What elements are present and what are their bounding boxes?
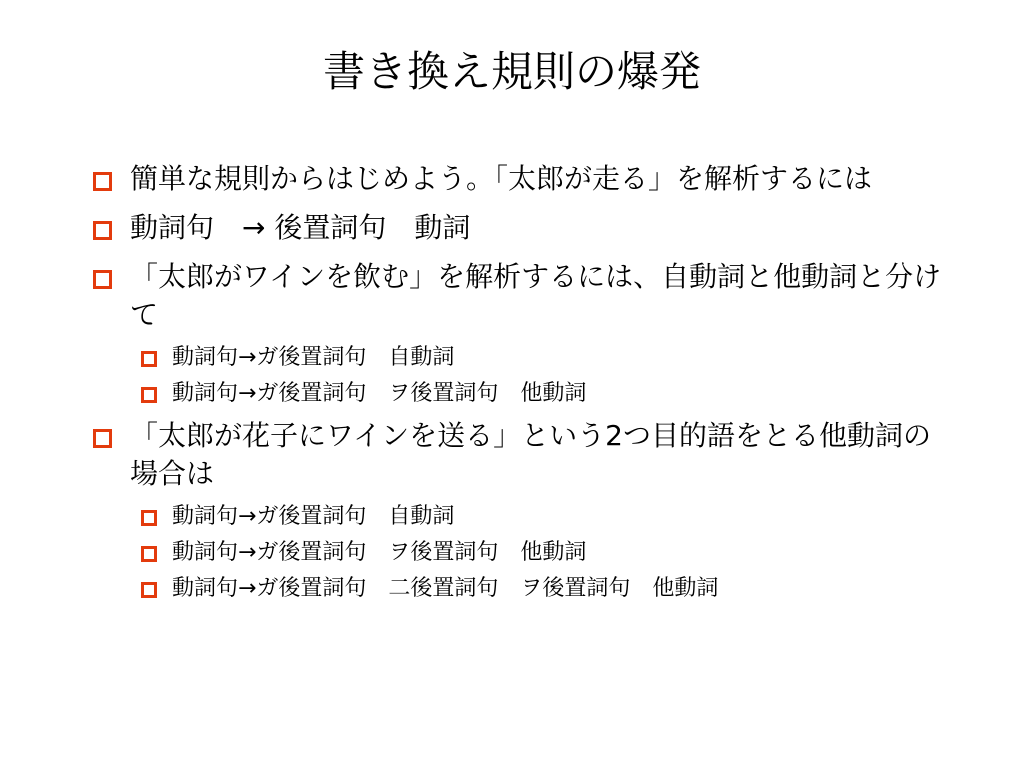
sub-bullet-item	[88, 342, 948, 373]
sub-bullet-text: 動詞句→ガ後置詞句 自動詞	[172, 345, 455, 370]
hollow-square-bullet-icon	[141, 510, 157, 526]
bullet-item	[88, 417, 948, 493]
sub-bullet-item	[88, 501, 948, 532]
hollow-square-bullet-icon	[93, 429, 112, 448]
bullet-item	[88, 258, 948, 334]
slide-title: 書き換え規則の爆発	[322, 47, 701, 96]
bullet-text: 「太郎がワインを飲む」を解析するには、自動詞と他動詞と分けて	[130, 260, 942, 331]
hollow-square-bullet-icon	[93, 221, 112, 240]
sub-bullet-item	[88, 573, 948, 604]
hollow-square-bullet-icon	[93, 270, 112, 289]
hollow-square-bullet-icon	[141, 351, 157, 367]
hollow-square-bullet-icon	[93, 172, 112, 191]
hollow-square-bullet-icon	[141, 582, 157, 598]
bullet-item	[88, 160, 948, 198]
sub-bullet-text: 動詞句→ガ後置詞句 二後置詞句 ヲ後置詞句 他動詞	[172, 576, 719, 601]
sub-bullet-text: 動詞句→ガ後置詞句 自動詞	[172, 504, 455, 529]
sub-bullet-item	[88, 378, 948, 409]
bullet-list	[88, 160, 948, 612]
sub-bullet-text: 動詞句→ガ後置詞句 ヲ後置詞句 他動詞	[172, 540, 587, 565]
sub-bullet-item	[88, 537, 948, 568]
bullet-text: 簡単な規則からはじめよう。「太郎が走る」を解析するには	[130, 162, 873, 195]
hollow-square-bullet-icon	[141, 546, 157, 562]
bullet-item	[88, 209, 948, 247]
bullet-text: 「太郎が花子にワインを送る」という2つ目的語をとる他動詞の場合は	[130, 419, 931, 490]
hollow-square-bullet-icon	[141, 387, 157, 403]
bullet-text: 動詞句 → 後置詞句 動詞	[130, 211, 471, 244]
sub-bullet-text: 動詞句→ガ後置詞句 ヲ後置詞句 他動詞	[172, 381, 587, 406]
